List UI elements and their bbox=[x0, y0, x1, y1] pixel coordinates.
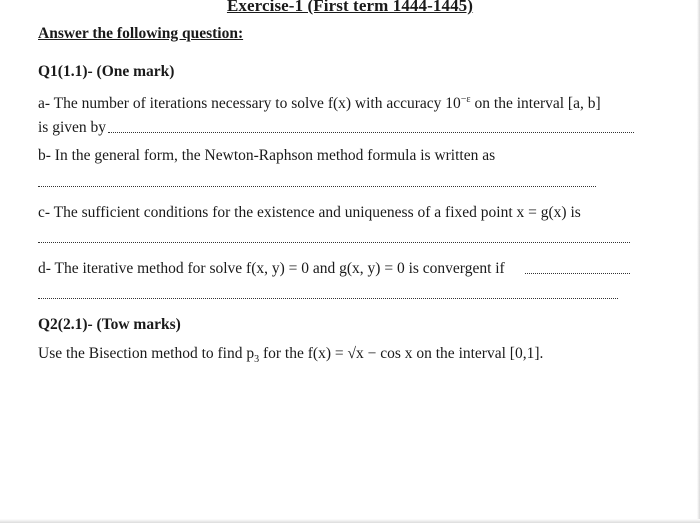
q1-d-text: d- The iterative method for solve f(x, y) = 0 and g(x, y) = 0 is convergent if bbox=[38, 260, 505, 277]
instruction-heading: Answer the following question: bbox=[38, 25, 244, 42]
q2-heading: Q2(2.1)- (Tow marks) bbox=[38, 316, 181, 333]
answer-line-b bbox=[38, 186, 596, 187]
q1-c-text: c- The sufficient conditions for the existence and uniqueness of a fixed point x = g(x) is bbox=[38, 204, 581, 221]
q2-text-1: Use the Bisection method to find p bbox=[38, 345, 255, 362]
q1-a-line bbox=[38, 90, 601, 114]
q1-a-continuation: is given by bbox=[38, 119, 107, 136]
answer-line-d bbox=[38, 298, 618, 299]
page-bottom-shadow bbox=[0, 519, 700, 523]
q2-text bbox=[38, 344, 543, 370]
q2-text-2: for the f(x) = √x − cos x on the interval [0,1]. bbox=[259, 345, 544, 362]
answer-line-c bbox=[38, 242, 630, 243]
answer-line-d-inline bbox=[525, 273, 630, 274]
q1-a-exponent: −ε bbox=[460, 94, 471, 105]
exercise-title: Exercise-1 (First term 1444-1445) bbox=[226, 0, 474, 15]
answer-line-a bbox=[108, 132, 634, 133]
q2-subscript: 3 bbox=[254, 354, 260, 366]
q1-a-text: a- The number of iterations necessary to solve f(x) with accuracy 10 bbox=[38, 95, 461, 113]
q1-b-text: b- In the general form, the Newton-Raphson method formula is written as bbox=[38, 147, 496, 164]
q1-a-text-2: on the interval [a, b] bbox=[470, 95, 601, 113]
q1-heading: Q1(1.1)- (One mark) bbox=[38, 63, 175, 80]
